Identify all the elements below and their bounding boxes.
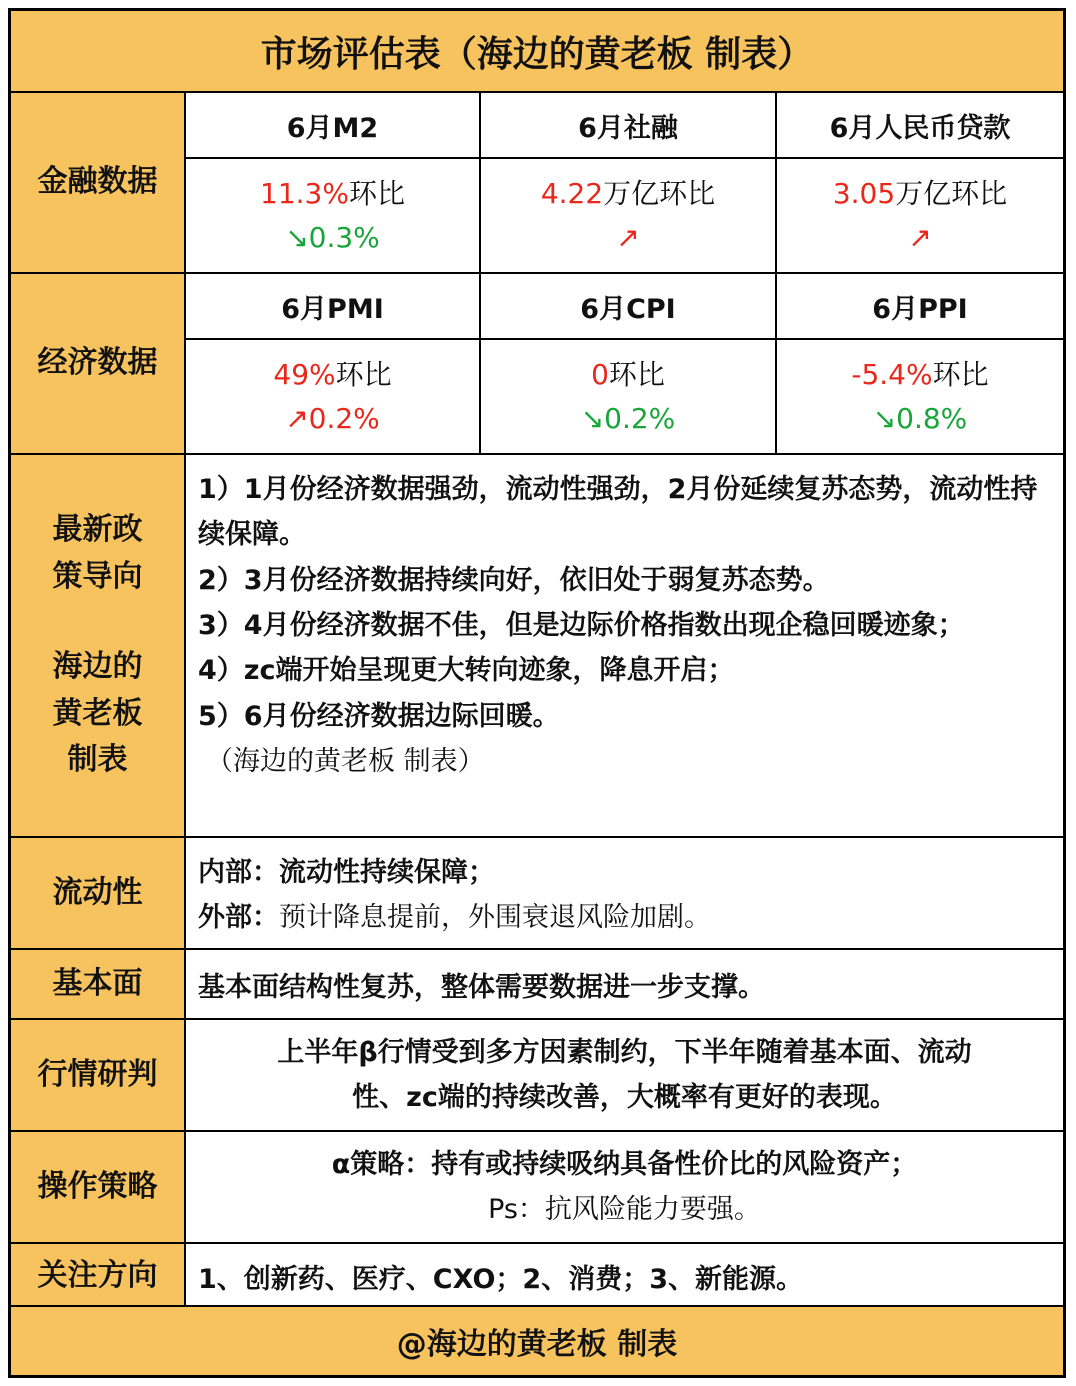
market-assessment-table bbox=[8, 8, 1066, 1378]
pmi-change: ↗0.2% bbox=[285, 401, 380, 435]
outlook-label: 行情研判 bbox=[11, 1020, 186, 1130]
outlook-line-1: 上半年β行情受到多方因素制约，下半年随着基本面、流动 bbox=[277, 1036, 972, 1068]
policy-item-4: 4）zc端开始呈现更大转向迹象，降息开启； bbox=[198, 655, 735, 687]
liquidity-external bbox=[198, 895, 1051, 940]
internal-value: 流动性持续保障； bbox=[279, 857, 495, 888]
social-financing-value: 4.22 bbox=[540, 177, 604, 211]
policy-note: （海边的黄老板 制表） bbox=[206, 746, 485, 778]
policy-label bbox=[11, 455, 186, 836]
m2-value-cell bbox=[186, 159, 481, 272]
economy-label: 经济数据 bbox=[11, 274, 186, 453]
policy-label-line5: 制表 bbox=[67, 742, 128, 778]
m2-header: 6月M2 bbox=[186, 93, 481, 159]
footer-text: @海边的黄老板 制表 bbox=[396, 1327, 678, 1362]
liquidity-label: 流动性 bbox=[11, 838, 186, 948]
ppi-suffix: 环比 bbox=[932, 358, 989, 392]
policy-item-3: 3）4月份经济数据不佳，但是边际价格指数出现企稳回暖迹象； bbox=[198, 610, 965, 642]
cpi-value-cell bbox=[481, 340, 777, 453]
cpi-header: 6月CPI bbox=[481, 274, 777, 340]
rmb-loan-header: 6月人民币贷款 bbox=[777, 93, 1063, 159]
cpi-value: 0 bbox=[591, 358, 609, 392]
rmb-loan-arrow-icon: ↗ bbox=[908, 220, 932, 254]
rmb-loan-suffix: 万亿环比 bbox=[895, 177, 1008, 211]
internal-key: 内部： bbox=[198, 857, 279, 888]
policy-item-5: 5）6月份经济数据边际回暖。 bbox=[198, 700, 560, 732]
m2-value: 11.3% bbox=[260, 177, 349, 211]
policy-label-line3: 海边的 bbox=[52, 649, 143, 685]
ppi-value: -5.4% bbox=[851, 358, 933, 392]
liquidity-row bbox=[11, 838, 1063, 950]
social-financing-arrow-icon: ↗ bbox=[616, 220, 640, 254]
ppi-change: ↘0.8% bbox=[872, 401, 968, 435]
strategy-label: 操作策略 bbox=[11, 1132, 186, 1242]
outlook-row bbox=[11, 1020, 1063, 1132]
rmb-loan-value-cell bbox=[777, 159, 1063, 272]
m2-change: ↘0.3% bbox=[285, 220, 380, 254]
social-financing-header: 6月社融 bbox=[481, 93, 777, 159]
external-key: 外部： bbox=[198, 902, 279, 934]
policy-label-line2: 策导向 bbox=[52, 558, 143, 594]
policy-label-line1: 最新政 bbox=[52, 512, 143, 548]
m2-suffix: 环比 bbox=[348, 177, 405, 211]
cpi-change: ↘0.2% bbox=[580, 401, 676, 435]
social-financing-value-cell bbox=[481, 159, 777, 272]
policy-row bbox=[11, 455, 1063, 838]
ppi-header: 6月PPI bbox=[777, 274, 1063, 340]
strategy-row bbox=[11, 1132, 1063, 1244]
strategy-line-2: Ps：抗风险能力要强。 bbox=[488, 1194, 761, 1225]
fundamentals-row bbox=[11, 950, 1063, 1020]
title-text: 市场评估表（海边的黄老板 制表） bbox=[260, 33, 814, 75]
policy-label-line4: 黄老板 bbox=[52, 695, 143, 731]
fundamentals-text: 基本面结构性复苏，整体需要数据进一步支撑。 bbox=[198, 971, 765, 1003]
finance-row bbox=[11, 93, 1063, 274]
focus-label: 关注方向 bbox=[11, 1244, 186, 1309]
pmi-value-cell bbox=[186, 340, 481, 453]
table-footer bbox=[11, 1305, 1063, 1375]
policy-item-2: 2）3月份经济数据持续向好，依旧处于弱复苏态势。 bbox=[198, 564, 830, 596]
fundamentals-label: 基本面 bbox=[11, 950, 186, 1018]
focus-text: 1、创新药、医疗、CXO；2、消费；3、新能源。 bbox=[198, 1264, 803, 1295]
economy-row bbox=[11, 274, 1063, 455]
outlook-line-2: 性、zc端的持续改善，大概率有更好的表现。 bbox=[352, 1082, 897, 1113]
policy-item-1: 1）1月份经济数据强劲，流动性强劲，2月份延续复苏态势，流动性持续保障。 bbox=[198, 474, 1038, 551]
pmi-header: 6月PMI bbox=[186, 274, 481, 340]
ppi-value-cell bbox=[777, 340, 1063, 453]
liquidity-internal bbox=[198, 850, 1051, 895]
pmi-suffix: 环比 bbox=[335, 358, 392, 392]
pmi-value: 49% bbox=[273, 358, 336, 392]
external-value: 预计降息提前，外围衰退风险加剧。 bbox=[279, 902, 711, 934]
finance-label: 金融数据 bbox=[11, 93, 186, 272]
social-financing-suffix: 万亿环比 bbox=[603, 177, 716, 211]
cpi-suffix: 环比 bbox=[608, 358, 665, 392]
focus-row bbox=[11, 1244, 1063, 1311]
rmb-loan-value: 3.05 bbox=[832, 177, 896, 211]
strategy-line-1: α策略：持有或持续吸纳具备性价比的风险资产； bbox=[331, 1148, 918, 1180]
table-title bbox=[11, 11, 1063, 93]
